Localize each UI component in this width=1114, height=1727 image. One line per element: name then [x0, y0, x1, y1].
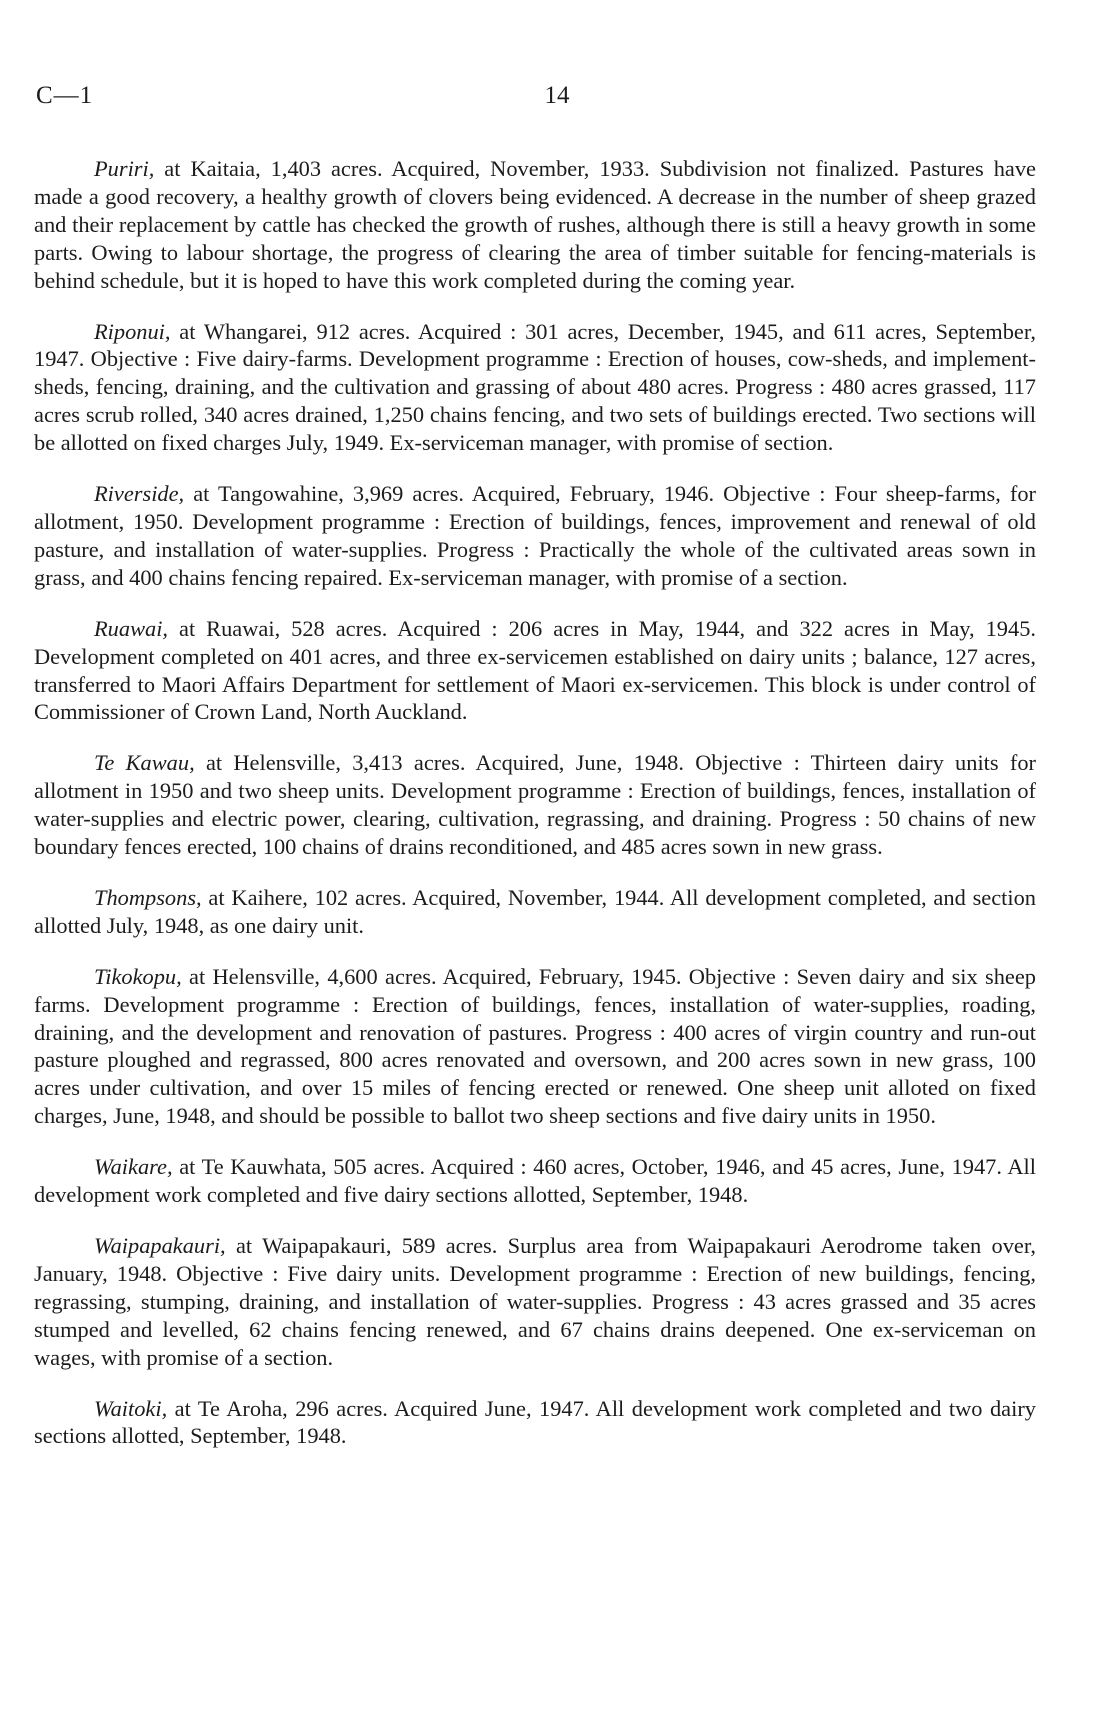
page-header: [0, 82, 1114, 122]
page-reference: C—1: [36, 82, 94, 109]
page-number: 14: [544, 82, 570, 109]
entry-waitoki: [34, 1395, 1036, 1451]
block-name: Thompsons,: [94, 884, 202, 910]
entry-te-kawau: [34, 749, 1036, 861]
entry-waipapakauri: [34, 1232, 1036, 1372]
block-name: Tikokopu,: [94, 963, 182, 989]
entry-text: at Waipapakauri, 589 acres. Surplus area from Waipapakauri Aerodrome taken over, January, 1948. Objective : Five dairy units. Development programme : Erection of new buildings, fencing, regrassing, stumping, draining, and installation of water-supplies. Progress : 43 acres grassed and 35 acres stumped and levelled, 62 chains fencing renewed, and 67 chains drains deepened. One ex-serviceman on wages, with promise of a section.: [34, 1233, 1036, 1370]
entry-text: at Whangarei, 912 acres. Acquired : 301 acres, December, 1945, and 611 acres, September, 1947. Objective : Five dairy-farms. Development programme : Erection of houses, cow-sheds, and implement-sheds, fencing, draining, and the cultivation and grassing of about 480 acres. Progress : 480 acres grassed, 117 acres scrub rolled, 340 acres drained, 1,250 chains fencing, and two sets of buildings erected. Two sections will be allotted on fixed charges July, 1949. Ex-serviceman manager, with promise of section.: [34, 318, 1036, 456]
entry-text: at Tangowahine, 3,969 acres. Acquired, February, 1946. Objective : Four sheep-farms, for allotment, 1950. Development programme : Erection of buildings, fences, improvement and renewal of old pasture, and installation of water-supplies. Progress : Practically the whole of the cultivated areas sown in grass, and 400 chains fencing repaired. Ex-serviceman manager, with promise of a section.: [34, 481, 1036, 590]
entry-waikare: [34, 1153, 1036, 1209]
block-name: Waitoki,: [94, 1395, 168, 1421]
block-name: Te Kawau,: [94, 750, 195, 776]
block-name: Waikare,: [94, 1154, 173, 1180]
block-name: Ruawai,: [94, 615, 169, 641]
entry-tikokopu: [34, 963, 1036, 1130]
entry-text: at Helensville, 4,600 acres. Acquired, February, 1945. Objective : Seven dairy and six sheep farms. Development programme : Erection of buildings, fences, installation of water-supplies, roading, draining, and the development and renovation of pastures. Progress : 400 acres of virgin country and run-out pasture ploughed and regrassed, 800 acres renovated and oversown, and 200 acres sown in new grass, 100 acres under cultivation, and over 15 miles of fencing erected or renewed. One sheep unit alloted on fixed charges, June, 1948, and should be possible to ballot two sheep sections and five dairy units in 1950.: [34, 963, 1036, 1129]
entry-text: at Te Kauwhata, 505 acres. Acquired : 460 acres, October, 1946, and 45 acres, June, 1947. All development work completed and five dairy sections allotted, September, 1948.: [34, 1154, 1036, 1208]
entry-text: at Te Aroha, 296 acres. Acquired June, 1947. All development work completed and two dairy sections allotted, September, 1948.: [34, 1395, 1036, 1449]
entry-text: at Kaihere, 102 acres. Acquired, November, 1944. All development completed, and section allotted July, 1948, as one dairy unit.: [34, 884, 1036, 938]
entry-riponui: [34, 318, 1036, 458]
block-name: Riverside,: [94, 481, 185, 507]
entry-text: at Kaitaia, 1,403 acres. Acquired, November, 1933. Subdivision not finalized. Pastures have made a good recovery, a healthy growth of clovers being evidenced. A decrease in the number of sheep grazed and their replacement by cattle has checked the growth of rushes, although there is still a heavy growth in some parts. Owing to labour shortage, the progress of clearing the area of timber suitable for fencing-materials is behind schedule, but it is hoped to have this work completed during the coming year.: [34, 156, 1036, 293]
block-name: Riponui,: [94, 318, 171, 344]
entry-riverside: [34, 480, 1036, 592]
block-name: Waipapakauri,: [94, 1233, 226, 1258]
entry-ruawai: [34, 615, 1036, 727]
block-name: Puriri,: [94, 156, 155, 181]
entry-puriri: [34, 155, 1036, 295]
entry-thompsons: [34, 884, 1036, 940]
document-body: [34, 155, 1036, 1473]
entry-text: at Ruawai, 528 acres. Acquired : 206 acres in May, 1944, and 322 acres in May, 1945. Development completed on 401 acres, and three ex-servicemen established on dairy units ; balance, 127 acres, transferred to Maori Affairs Department for settlement of Maori ex-servicemen. This block is under control of Commissioner of Crown Land, North Auckland.: [34, 615, 1036, 725]
entry-text: at Helensville, 3,413 acres. Acquired, June, 1948. Objective : Thirteen dairy units for allotment in 1950 and two sheep units. Development programme : Erection of buildings, fences, installation of water-supplies and electric power, clearing, cultivation, regrassing, and draining. Progress : 50 chains of new boundary fences erected, 100 chains of drains reconditioned, and 485 acres sown in new grass.: [34, 750, 1036, 860]
